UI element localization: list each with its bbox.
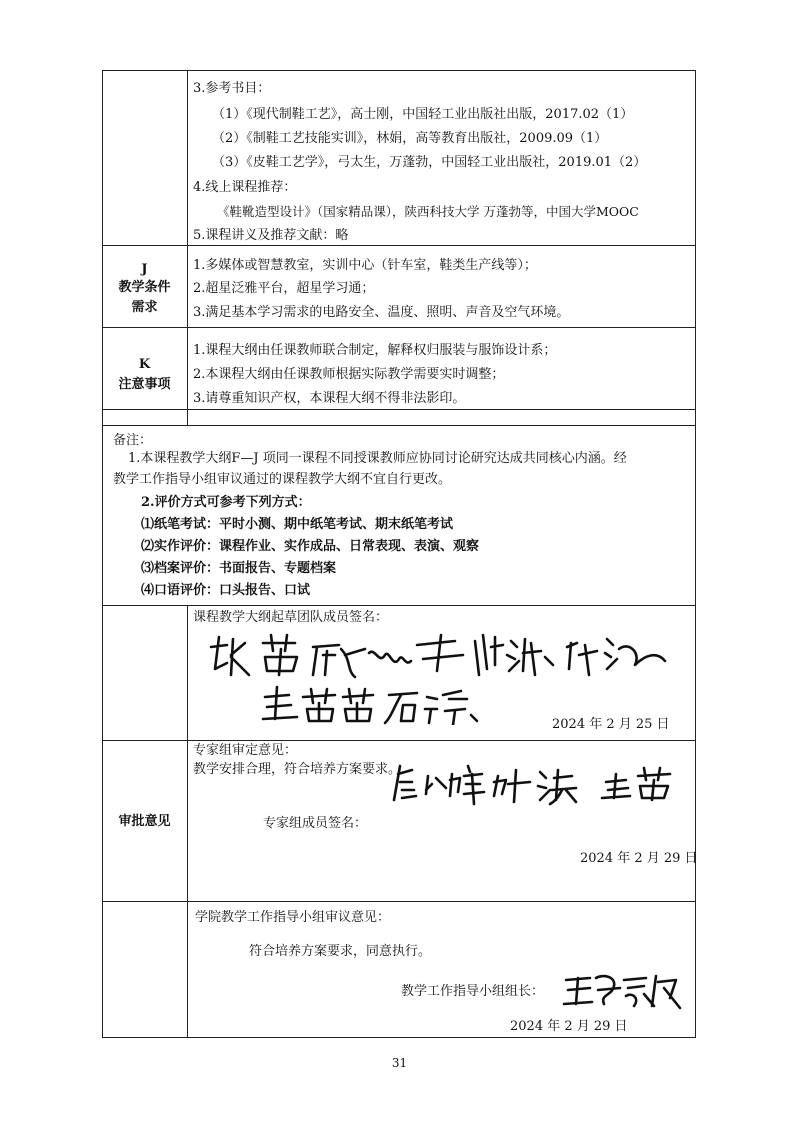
row-divider [102, 409, 696, 410]
section-k-item: 2.本课程大纲由任课教师根据实际教学需要实时调整； [193, 367, 505, 382]
reference-book: （3）《皮鞋工艺学》，弓太生，万蓬勃，中国轻工业出版社，2019.01（2） [212, 155, 647, 170]
row-divider [102, 327, 696, 328]
approval-label: 审批意见 [118, 814, 171, 829]
drafting-team-signatures [205, 625, 680, 725]
college-opinion: 符合培养方案要求，同意执行。 [249, 944, 432, 959]
evaluation-method: ⑶档案评价：书面报告、专题档案 [141, 561, 337, 576]
row-divider [102, 245, 696, 246]
reference-book: （1）《现代制鞋工艺》，高士刚，中国轻工业出版社出版，2017.02（1） [212, 107, 634, 122]
expert-opinion: 教学安排合理，符合培养方案要求。 [193, 762, 402, 777]
row-divider [102, 425, 696, 426]
online-course: 《鞋靴造型设计》（国家精品课），陕西科技大学 万蓬勃等，中国大学MOOC [217, 204, 639, 219]
section-j-item: 2.超星泛雅平台，超星学习通； [193, 281, 375, 296]
row-divider [102, 901, 696, 902]
evaluation-method: ⑵实作评价：课程作业、实作成品、日常表现、表演、观察 [141, 539, 480, 554]
section-j-item: 3.满足基本学习需求的电路安全、温度、照明、声音及空气环境。 [193, 305, 570, 320]
section-k-item: 1.课程大纲由任课教师联合制定，解释权归服装与服饰设计系； [193, 343, 557, 358]
evaluation-method: ⑴纸笔考试：平时小测、期中纸笔考试、期末纸笔考试 [141, 517, 454, 532]
expert-signature-label: 专家组成员签名： [263, 816, 368, 831]
page-number: 31 [391, 1056, 408, 1070]
note-2-heading: 2.评价方式可参考下列方式： [141, 495, 311, 510]
group-leader-signature [560, 968, 685, 1013]
row-divider [102, 740, 696, 741]
drafting-team-label: 课程教学大纲起草团队成员签名： [193, 610, 389, 625]
section-j-title: 需求 [131, 300, 158, 315]
references-heading: 3.参考书目： [193, 81, 271, 96]
expert-date: 2024 年 2 月 29 日 [580, 851, 698, 866]
drafting-date: 2024 年 2 月 25 日 [552, 717, 670, 732]
college-group-label: 学院教学工作指导小组审议意见： [195, 910, 391, 925]
row-divider [102, 605, 696, 606]
section-k-letter: K [138, 357, 151, 372]
expert-group-label: 专家组审定意见： [193, 743, 298, 758]
note-1-continued: 教学工作指导小组审议通过的课程教学大纲不宜自行更改。 [113, 472, 452, 487]
lectures: 5.课程讲义及推荐文献：略 [193, 228, 349, 243]
expert-group-signatures [390, 760, 690, 806]
college-date: 2024 年 2 月 29 日 [510, 1019, 628, 1034]
section-k-title: 注意事项 [118, 377, 171, 392]
notes-heading: 备注： [113, 433, 153, 448]
column-divider-upper [187, 70, 188, 425]
reference-book: （2）《制鞋工艺技能实训》，林娟，高等教育出版社，2009.09（1） [212, 131, 608, 146]
note-1: 1.本课程教学大纲F—J 项同一课程不同授课教师应协同讨论研究达成共同核心内涵。经 [128, 451, 627, 466]
column-divider-lower [187, 605, 188, 1038]
section-j-letter: J [141, 262, 148, 277]
section-j-title: 教学条件 [118, 280, 171, 295]
group-leader-label: 教学工作指导小组组长： [401, 984, 545, 999]
section-k-item: 3.请尊重知识产权，本课程大纲不得非法影印。 [193, 391, 466, 406]
evaluation-method: ⑷口语评价：口头报告、口试 [141, 583, 311, 598]
section-j-item: 1.多媒体或智慧教室，实训中心（针车室，鞋类生产线等）； [193, 258, 537, 273]
online-course-heading: 4.线上课程推荐： [193, 180, 297, 195]
